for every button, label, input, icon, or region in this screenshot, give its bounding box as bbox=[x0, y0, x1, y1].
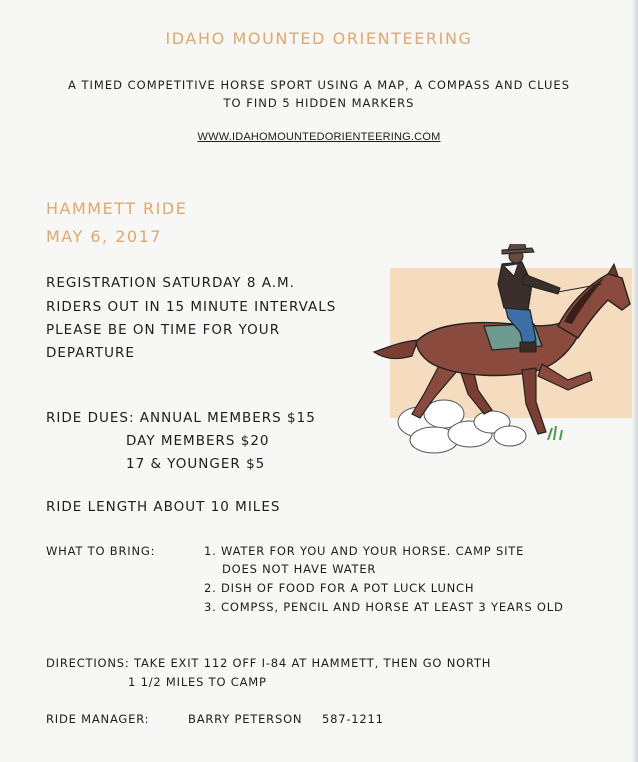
registration-line-3: PLEASE BE ON TIME FOR YOUR bbox=[46, 322, 281, 338]
directions-line-1: DIRECTIONS: TAKE EXIT 112 OFF I-84 AT HAMMETT, THEN GO NORTH bbox=[46, 656, 492, 670]
ride-manager-phone: 587-1211 bbox=[322, 712, 384, 726]
registration-line-1: REGISTRATION SATURDAY 8 A.M. bbox=[46, 275, 295, 291]
scan-edge-shadow bbox=[632, 0, 638, 762]
ride-dues-day: DAY MEMBERS $20 bbox=[126, 433, 270, 449]
tagline-line-1: A TIMED COMPETITIVE HORSE SPORT USING A MAP, A COMPASS AND CLUES bbox=[67, 78, 570, 92]
bring-item-1-line-1: 1. WATER FOR YOU AND YOUR HORSE. CAMP SITE bbox=[204, 544, 525, 558]
ride-manager-name: BARRY PETERSON bbox=[188, 712, 303, 726]
ride-manager-label: RIDE MANAGER: bbox=[46, 712, 150, 726]
grass-icon bbox=[548, 426, 562, 440]
registration-line-2: RIDERS OUT IN 15 MINUTE INTERVALS bbox=[46, 299, 337, 315]
event-date: MAY 6, 2017 bbox=[46, 227, 162, 246]
website-link[interactable]: WWW.IDAHOMOUNTEDORIENTEERING.COM bbox=[197, 131, 441, 143]
ride-dues-youth: 17 & YOUNGER $5 bbox=[126, 456, 266, 472]
bring-item-1-line-2: DOES NOT HAVE WATER bbox=[222, 562, 377, 576]
event-name: HAMMETT RIDE bbox=[46, 199, 188, 218]
ride-dues-annual: RIDE DUES: ANNUAL MEMBERS $15 bbox=[46, 410, 316, 426]
flyer-title: IDAHO MOUNTED ORIENTEERING bbox=[165, 29, 473, 48]
tagline-line-2: TO FIND 5 HIDDEN MARKERS bbox=[223, 96, 415, 110]
bring-item-3: 3. COMPSS, PENCIL AND HORSE AT LEAST 3 YEARS OLD bbox=[204, 600, 564, 614]
ride-length: RIDE LENGTH ABOUT 10 MILES bbox=[46, 499, 281, 515]
registration-line-4: DEPARTURE bbox=[46, 345, 135, 361]
what-to-bring-label: WHAT TO BRING: bbox=[46, 544, 156, 558]
bring-item-2: 2. DISH OF FOOD FOR A POT LUCK LUNCH bbox=[204, 581, 475, 595]
cowboy-riding-horse-icon bbox=[372, 244, 634, 462]
directions-line-2: 1 1/2 MILES TO CAMP bbox=[128, 675, 267, 689]
